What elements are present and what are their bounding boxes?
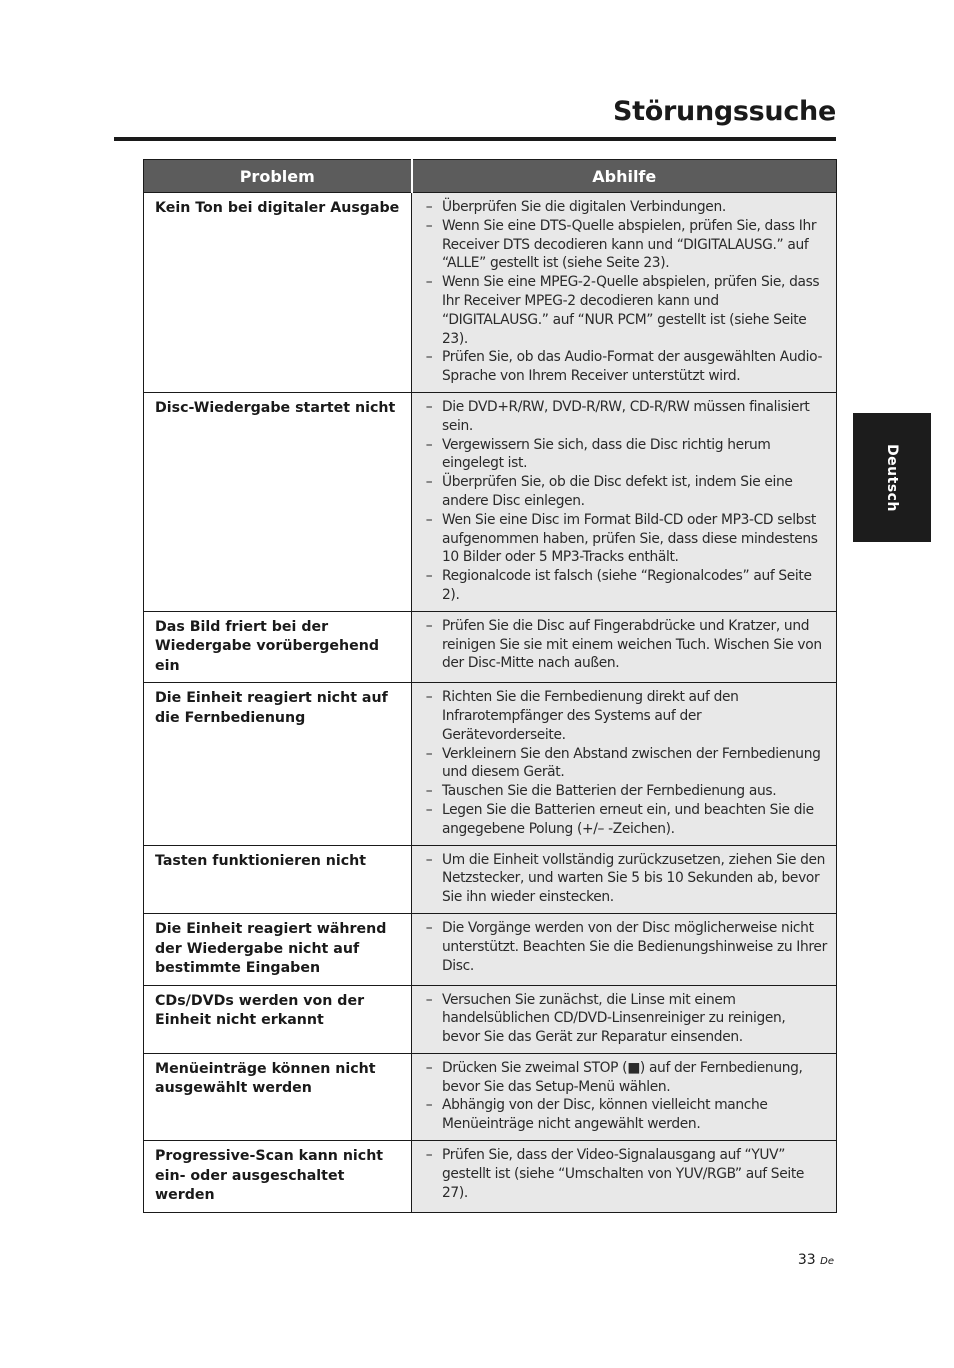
remedy-item	[422, 617, 827, 673]
remedy-item	[422, 436, 827, 474]
remedy-text: Die DVD+R/RW, DVD-R/RW, CD-R/RW müssen finalisiert sein.	[442, 398, 810, 434]
dash-bullet: –	[425, 274, 433, 291]
remedy-item	[422, 1146, 827, 1202]
remedy-text: Um die Einheit vollständig zurückzusetzen, ziehen Sie den Netzstecker, und warten Sie 5 bis 10 Sekunden ab, bevor Sie ihn wieder einstecken.	[442, 851, 826, 906]
remedy-text: Drücken Sie zweimal STOP (■) auf der Fernbedienung, bevor Sie das Setup-Menü wählen.	[442, 1059, 803, 1095]
remedy-text: Wen Sie eine Disc im Format Bild-CD oder MP3-CD selbst aufgenommen haben, prüfen Sie, dass diese mindestens 10 Bilder oder 5 MP3-Tracks enthält.	[442, 511, 818, 566]
problem-cell: Die Einheit reagiert nicht auf die Fernbedienung	[144, 683, 412, 845]
remedy-text: Prüfen Sie, dass der Video-Signalausgang auf “YUV” gestellt ist (siehe “Umschalten von YUV/RGB” auf Seite 27).	[442, 1147, 805, 1201]
dash-bullet: –	[425, 1097, 433, 1114]
title-rule	[114, 137, 836, 141]
table-row	[144, 611, 837, 683]
remedy-item	[422, 198, 827, 217]
remedy-text: Prüfen Sie die Disc auf Fingerabdrücke und Kratzer, und reinigen Sie sie mit einem weichen Tuch. Wischen Sie von der Disc-Mitte nach außen.	[442, 617, 822, 672]
dash-bullet: –	[425, 474, 433, 491]
remedy-cell	[412, 193, 837, 393]
remedy-item	[422, 567, 827, 605]
remedy-cell	[412, 1141, 837, 1213]
remedy-text: Wenn Sie eine DTS-Quelle abspielen, prüfen Sie, dass Ihr Receiver DTS decodieren kann und “DIGITALAUSG.” auf “ALLE” gestellt ist (siehe Seite 23).	[442, 217, 817, 272]
dash-bullet: –	[425, 783, 433, 800]
dash-bullet: –	[425, 349, 433, 366]
remedy-item	[422, 919, 827, 975]
remedy-item	[422, 1096, 827, 1134]
remedy-text: Richten Sie die Fernbedienung direkt auf den Infrarotempfänger des Systems auf der Gerätevorderseite.	[442, 689, 739, 743]
page-title: Störungssuche	[613, 96, 836, 127]
remedy-item	[422, 217, 827, 273]
remedy-text: Versuchen Sie zunächst, die Linse mit einem handelsüblichen CD/DVD-Linsenreiniger zu reinigen, bevor Sie das Gerät zur Reparatur einsenden.	[442, 991, 786, 1046]
dash-bullet: –	[425, 199, 433, 215]
remedy-cell	[412, 392, 837, 611]
remedy-item	[422, 1059, 827, 1097]
dash-bullet: –	[425, 511, 433, 528]
remedy-text: Verkleinern Sie den Abstand zwischen der Fernbedienung und diesem Gerät.	[442, 745, 821, 781]
remedy-cell	[412, 845, 837, 913]
problem-cell: Die Einheit reagiert während der Wiedergabe nicht auf bestimmte Eingaben	[144, 914, 412, 986]
remedy-item	[422, 851, 827, 907]
table-row	[144, 845, 837, 913]
remedy-item	[422, 473, 827, 511]
table-header-row	[144, 160, 837, 193]
table-row	[144, 1053, 837, 1140]
remedy-cell	[412, 683, 837, 845]
header-problem: Problem	[144, 160, 412, 193]
remedy-cell	[412, 1053, 837, 1140]
remedy-text: Abhängig von der Disc, können vielleicht manche Menüeinträge nicht angewählt werden.	[442, 1097, 768, 1133]
dash-bullet: –	[425, 398, 433, 415]
remedy-text: Überprüfen Sie, ob die Disc defekt ist, indem Sie eine andere Disc einlegen.	[442, 474, 793, 509]
problem-cell: Kein Ton bei digitaler Ausgabe	[144, 193, 412, 393]
language-tab	[853, 413, 931, 542]
dash-bullet: –	[425, 436, 433, 453]
table-row	[144, 392, 837, 611]
remedy-item	[422, 801, 827, 839]
page-number	[798, 1252, 834, 1268]
remedy-text: Vergewissern Sie sich, dass die Disc richtig herum eingelegt ist.	[442, 436, 771, 472]
table-row	[144, 914, 837, 986]
remedy-text: Prüfen Sie, ob das Audio-Format der ausgewählten Audio-Sprache von Ihrem Receiver unterstützt wird.	[442, 349, 823, 385]
remedy-text: Überprüfen Sie die digitalen Verbindungen.	[442, 199, 726, 215]
troubleshooting-table	[143, 159, 837, 1213]
remedy-cell	[412, 914, 837, 986]
dash-bullet: –	[425, 217, 433, 234]
table-row	[144, 985, 837, 1053]
problem-cell: Menüeinträge können nicht ausgewählt werden	[144, 1053, 412, 1140]
problem-cell: Disc-Wiedergabe startet nicht	[144, 392, 412, 611]
remedy-cell	[412, 611, 837, 683]
dash-bullet: –	[425, 568, 433, 585]
remedy-item	[422, 745, 827, 783]
page-number-value: 33	[797, 1252, 816, 1268]
table-row	[144, 683, 837, 845]
page-language-code: De	[820, 1256, 834, 1267]
language-tab-label: Deutsch	[884, 443, 900, 512]
dash-bullet: –	[425, 920, 433, 936]
problem-cell: Tasten funktionieren nicht	[144, 845, 412, 913]
header-remedy: Abhilfe	[412, 160, 837, 193]
problem-cell: Progressive-Scan kann nicht ein- oder ausgeschaltet werden	[144, 1141, 412, 1213]
remedy-item	[422, 782, 827, 801]
remedy-text: Regionalcode ist falsch (siehe “Regionalcodes” auf Seite 2).	[442, 568, 812, 603]
dash-bullet: –	[425, 851, 433, 868]
dash-bullet: –	[425, 802, 433, 819]
table-body	[144, 193, 837, 1213]
remedy-item	[422, 398, 827, 436]
dash-bullet: –	[425, 617, 433, 634]
dash-bullet: –	[425, 745, 433, 762]
remedy-item	[422, 688, 827, 744]
remedy-text: Legen Sie die Batterien erneut ein, und beachten Sie die angegebene Polung (+/– -Zeichen).	[442, 802, 814, 837]
remedy-cell	[412, 985, 837, 1053]
problem-cell: Das Bild friert bei der Wiedergabe vorübergehend ein	[144, 611, 412, 683]
remedy-text: Tauschen Sie die Batterien der Fernbedienung aus.	[442, 783, 777, 800]
remedy-item	[422, 273, 827, 348]
dash-bullet: –	[425, 1059, 433, 1076]
dash-bullet: –	[425, 689, 433, 706]
dash-bullet: –	[425, 1147, 433, 1164]
table-row	[144, 1141, 837, 1213]
remedy-text: Die Vorgänge werden von der Disc möglicherweise nicht unterstützt. Beachten Sie die Bedienungshinweise zu Ihrer Disc.	[442, 920, 827, 974]
remedy-item	[422, 511, 827, 567]
table-row	[144, 193, 837, 393]
remedy-text: Wenn Sie eine MPEG-2-Quelle abspielen, prüfen Sie, dass Ihr Receiver MPEG-2 decodieren kann und “DIGITALAUSG.” auf “NUR PCM” gestellt ist (siehe Seite 23).	[442, 274, 820, 347]
remedy-item	[422, 348, 827, 386]
dash-bullet: –	[425, 991, 433, 1008]
remedy-item	[422, 991, 827, 1047]
problem-cell: CDs/DVDs werden von der Einheit nicht erkannt	[144, 985, 412, 1053]
